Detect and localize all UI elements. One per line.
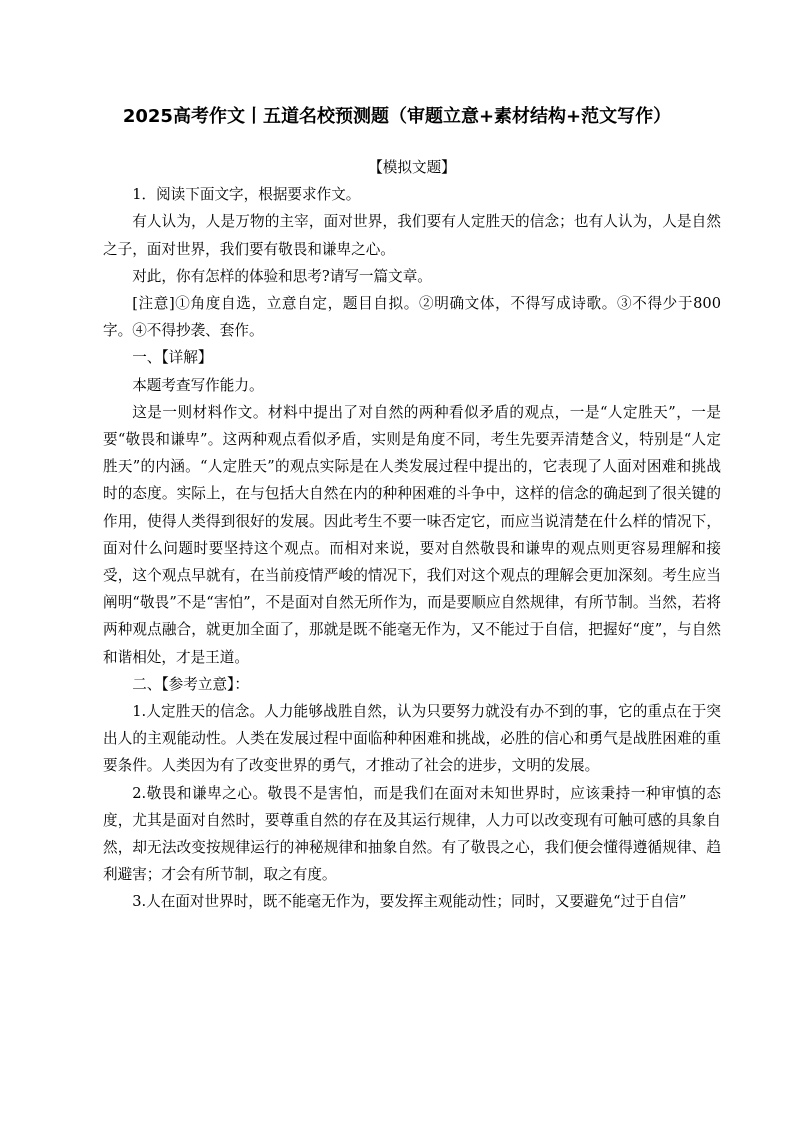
paragraph: 3.人在面对世界时，既不能毫无作为，要发挥主观能动性；同时，又要避免“过于自信” (132, 893, 687, 911)
paragraph: 本题考查写作能力。 (132, 376, 264, 394)
paragraph: 1.人定胜天的信念。人力能够战胜自然，认为只要努力就没有办不到的事，它的重点在于突出人的主观能动性。人类在发展过程中面临种种困难和挑战，必胜的信心和勇气是战胜困难的重要条件。人类因为有了改变世界的勇气，才推动了社会的进步，文明的发展。 (103, 703, 721, 775)
document-body (103, 154, 721, 916)
paragraph: 2.敬畏和谦卑之心。敬畏不是害怕，而是我们在面对未知世界时，应该秉持一种审慎的态度，尤其是面对自然时，要尊重自然的存在及其运行规律，人力可以改变现有可触可感的具象自然，却无法改变按规律运行的神秘规律和抽象自然。有了敬畏之心，我们便会懂得遵循规律、趋利避害；才会有所节制，取之有度。 (103, 784, 721, 884)
paragraph: [注意]①角度自选，立意自定，题目自拟。②明确文体，不得写成诗歌。③不得少于800字。④不得抄袭、套作。 (103, 295, 721, 340)
paragraph: 对此，你有怎样的体验和思考?请写一篇文章。 (132, 267, 432, 285)
document-title: 2025高考作文丨五道名校预测题（审题立意+素材结构+范文写作） (122, 106, 672, 127)
paragraph: 1．阅读下面文字，根据要求作文。 (132, 186, 361, 204)
paragraph: 二、【参考立意】： (132, 675, 249, 693)
section-heading: 【模拟文题】 (368, 159, 456, 176)
paragraph: 有人认为，人是万物的主宰，面对世界，我们要有人定胜天的信念；也有人认为，人是自然之子，面对世界，我们要有敬畏和谦卑之心。 (103, 213, 721, 258)
paragraph: 这是一则材料作文。材料中提出了对自然的两种看似矛盾的观点，一是“人定胜天”，一是要“敬畏和谦卑”。这两种观点看似矛盾，实则是角度不同，考生先要弄清楚含义，特别是“人定胜天”的内涵。“人定胜天”的观点实际是在人类发展过程中提出的，它表现了人面对困难和挑战时的态度。实际上，在与包括大自然在内的种种困难的斗争中，这样的信念的确起到了很关键的作用，使得人类得到很好的发展。因此考生不要一味否定它，而应当说清楚在什么样的情况下，面对什么问题时要坚持这个观点。而相对来说，要对自然敬畏和谦卑的观点则更容易理解和接受，这个观点早就有，在当前疫情严峻的情况下，我们对这个观点的理解会更加深刻。考生应当阐明“敬畏”不是“害怕”，不是面对自然无所作为，而是要顺应自然规律，有所节制。当然，若将两种观点融合，就更加全面了，那就是既不能毫无作为，又不能过于自信，把握好“度”，与自然和谐相处，才是王道。 (103, 403, 721, 666)
paragraph: 一、【详解】 (132, 349, 213, 367)
